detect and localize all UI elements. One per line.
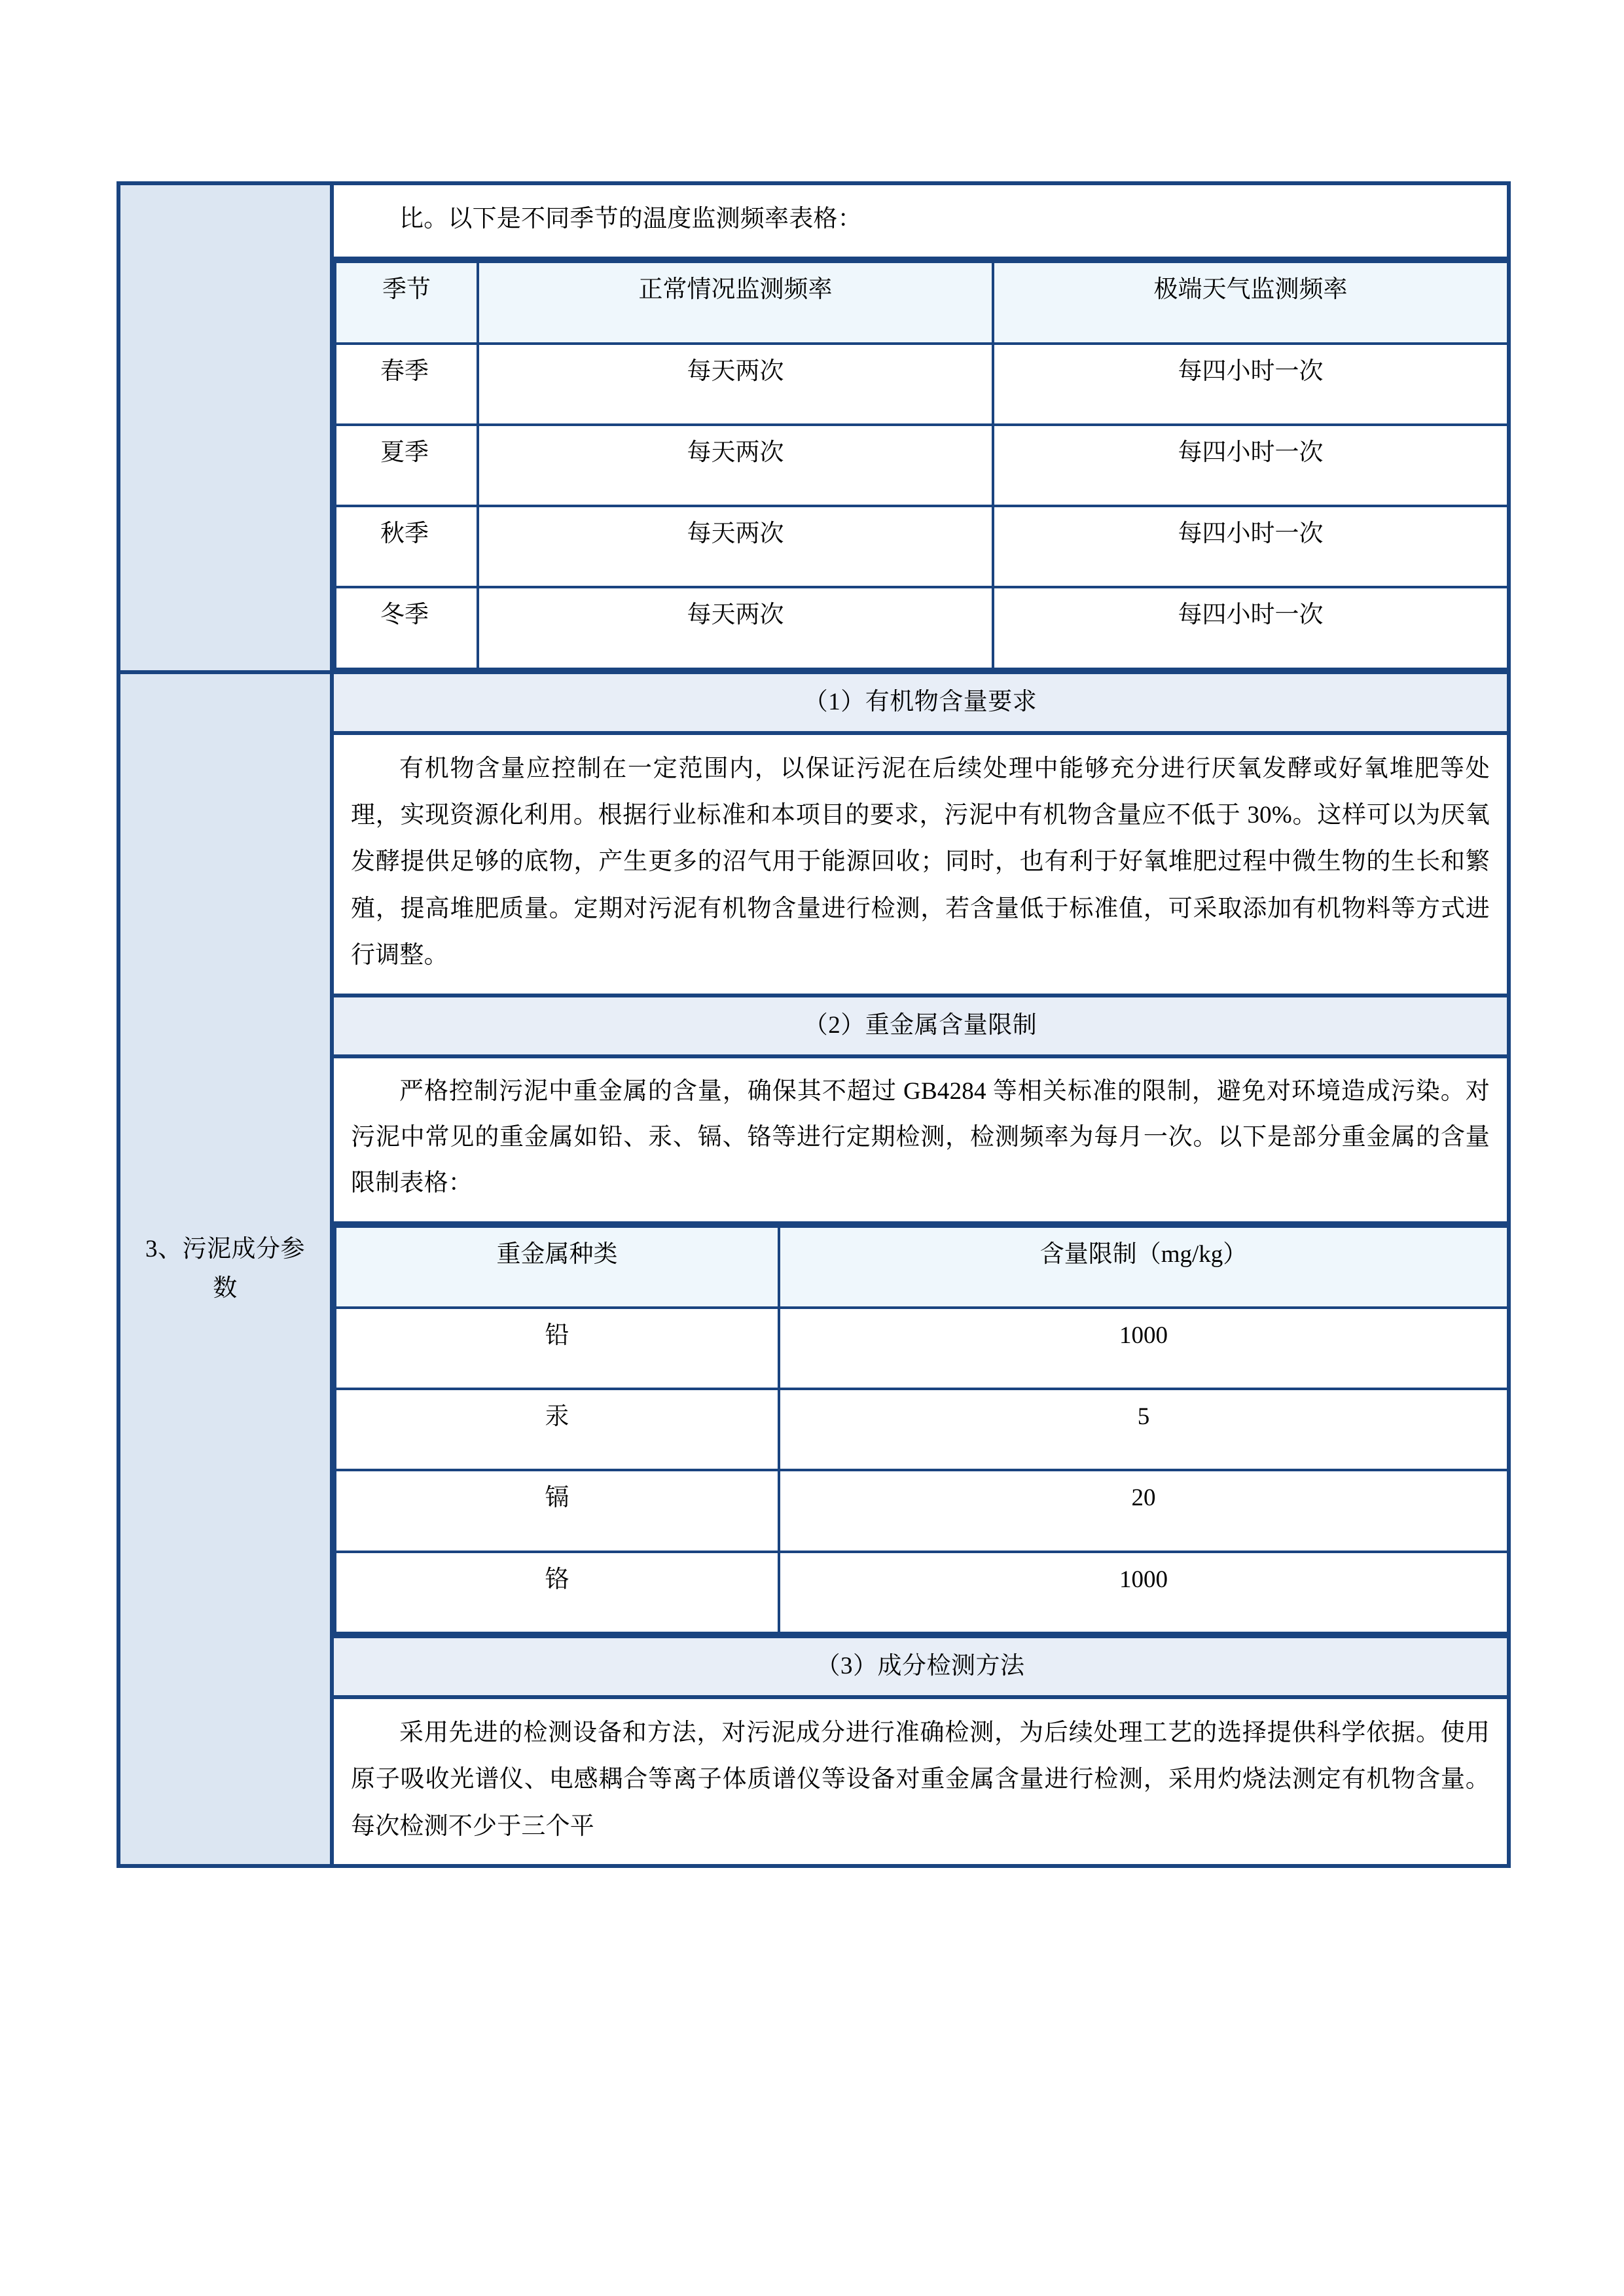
metal-name-cell: 汞 bbox=[335, 1389, 779, 1470]
section-title-detection-method: （3）成分检测方法 bbox=[334, 1634, 1507, 1695]
table-row bbox=[335, 1389, 1508, 1470]
metal-name-cell: 镉 bbox=[335, 1470, 779, 1551]
season-table-header-row bbox=[335, 262, 1508, 343]
document-outline-table bbox=[117, 181, 1511, 1868]
table-row bbox=[335, 425, 1508, 506]
season-cell: 秋季 bbox=[335, 506, 478, 587]
season-table-header-normal: 正常情况监测频率 bbox=[478, 262, 993, 343]
metal-limit-cell: 5 bbox=[779, 1389, 1508, 1470]
season-frequency-table bbox=[334, 260, 1509, 670]
content-cell-season bbox=[332, 183, 1509, 672]
top-paragraph-block bbox=[334, 185, 1507, 257]
row-label-cell-empty bbox=[118, 183, 332, 672]
normal-frequency-cell: 每天两次 bbox=[478, 344, 993, 425]
table-row bbox=[335, 506, 1508, 587]
season-cell: 冬季 bbox=[335, 587, 478, 668]
top-paragraph-text: 比。以下是不同季节的温度监测频率表格： bbox=[399, 206, 862, 232]
content-cell-sludge-composition bbox=[332, 672, 1509, 1866]
metal-table-header-type: 重金属种类 bbox=[335, 1227, 779, 1308]
section-body-heavy-metal bbox=[334, 1054, 1507, 1221]
metal-name-cell: 铬 bbox=[335, 1552, 779, 1633]
table-row bbox=[335, 344, 1508, 425]
table-row bbox=[335, 1470, 1508, 1551]
section-body-organic-matter bbox=[334, 731, 1507, 994]
extreme-frequency-cell: 每四小时一次 bbox=[993, 587, 1508, 668]
season-table-header-season: 季节 bbox=[335, 262, 478, 343]
normal-frequency-cell: 每天两次 bbox=[478, 587, 993, 668]
metal-name-cell: 铅 bbox=[335, 1308, 779, 1389]
metal-table-header-row bbox=[335, 1227, 1508, 1308]
heavy-metal-limit-table bbox=[334, 1225, 1509, 1634]
season-cell: 夏季 bbox=[335, 425, 478, 506]
section-title-heavy-metal: （2）重金属含量限制 bbox=[334, 994, 1507, 1054]
metal-limit-cell: 20 bbox=[779, 1470, 1508, 1551]
season-table-header-extreme: 极端天气监测频率 bbox=[993, 262, 1508, 343]
row-label-text: 3、污泥成分参数 bbox=[145, 1235, 305, 1302]
extreme-frequency-cell: 每四小时一次 bbox=[993, 425, 1508, 506]
metal-limit-cell: 1000 bbox=[779, 1308, 1508, 1389]
section-body-detection-method bbox=[334, 1695, 1507, 1864]
normal-frequency-cell: 每天两次 bbox=[478, 506, 993, 587]
season-cell: 春季 bbox=[335, 344, 478, 425]
extreme-frequency-cell: 每四小时一次 bbox=[993, 506, 1508, 587]
table-row bbox=[335, 587, 1508, 668]
table-row bbox=[118, 672, 1509, 1866]
row-label-cell-sludge-composition bbox=[118, 672, 332, 1866]
section-paragraph-organic-matter: 有机物含量应控制在一定范围内，以保证污泥在后续处理中能够充分进行厌氧发酵或好氧堆肥等处理，实现资源化利用。根据行业标准和本项目的要求，污泥中有机物含量应不低于 30%。这样可以为厌氧发酵提供足够的底物，产生更多的沼气用于能源回收；同时，也有利于好氧堆肥过程中微生物的生长和繁殖，提高堆肥质量。定期对污泥有机物含量进行检测，若含量低于标准值，可采取添加有机物料等方式进行调整。 bbox=[351, 755, 1490, 969]
metal-limit-cell: 1000 bbox=[779, 1552, 1508, 1633]
metal-table-header-limit: 含量限制（mg/kg） bbox=[779, 1227, 1508, 1308]
table-row bbox=[335, 1552, 1508, 1633]
metal-table-wrapper bbox=[334, 1221, 1507, 1634]
section-paragraph-detection-method: 采用先进的检测设备和方法，对污泥成分进行准确检测，为后续处理工艺的选择提供科学依据。使用原子吸收光谱仪、电感耦合等离子体质谱仪等设备对重金属含量进行检测，采用灼烧法测定有机物含量。每次检测不少于三个平 bbox=[351, 1719, 1490, 1840]
section-title-organic-matter: （1）有机物含量要求 bbox=[334, 674, 1507, 731]
normal-frequency-cell: 每天两次 bbox=[478, 425, 993, 506]
table-row bbox=[335, 1308, 1508, 1389]
extreme-frequency-cell: 每四小时一次 bbox=[993, 344, 1508, 425]
section-paragraph-heavy-metal: 严格控制污泥中重金属的含量，确保其不超过 GB4284 等相关标准的限制，避免对环境造成污染。对污泥中常见的重金属如铅、汞、镉、铬等进行定期检测，检测频率为每月一次。以下是部分重金属的含量限制表格： bbox=[351, 1077, 1490, 1197]
table-row bbox=[118, 183, 1509, 672]
season-table-wrapper bbox=[334, 257, 1507, 670]
